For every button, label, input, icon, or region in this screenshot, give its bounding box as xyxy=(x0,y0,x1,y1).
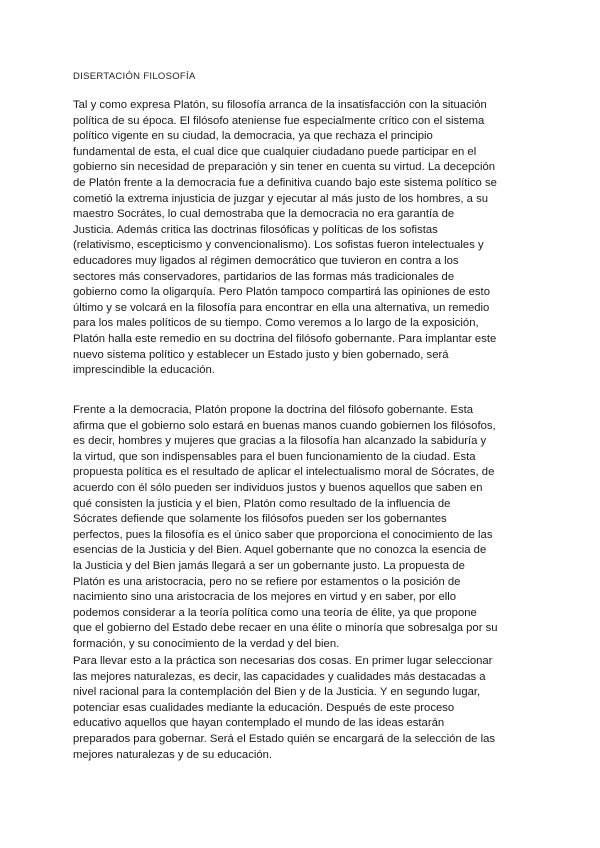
paragraph-line: potenciar esas cualidades mediante la educación. Después de este proceso xyxy=(73,701,455,714)
paragraph-line: nuevo sistema político y establecer un Estado justo y bien gobernado, será xyxy=(73,348,449,361)
paragraph-line: fundamental de esta, el cual dice que cualquier ciudadano puede participar en el xyxy=(73,145,477,158)
paragraph-line: que el gobierno del Estado debe recaer en una élite o minoría que sobresalga por su xyxy=(73,622,498,635)
paragraph-line: afirma que el gobierno solo estará en buenas manos cuando gobiernen los filósofos, xyxy=(73,419,496,432)
paragraph-line: nacimiento sino una aristocracia de los mejores en virtud y en saber, por ello xyxy=(73,591,457,604)
paragraph-line: Tal y como expresa Platón, su filosofía arranca de la insatisfacción con la situación xyxy=(73,99,487,111)
paragraph-2 xyxy=(73,403,533,653)
paragraph-line: perfectos, pues la filosofía es el único saber que proporciona el conocimiento de las xyxy=(73,528,493,541)
paragraph-line: (relativismo, escepticismo y convencionalismo). Los sofistas fueron intelectuales y xyxy=(73,239,484,252)
paragraph-line: educativo aquellos que hayan contemplado el mundo de las ideas estarán xyxy=(73,717,445,730)
paragraph-line: las mejores naturalezas, es decir, las capacidades y cualidades más destacadas a xyxy=(73,670,486,683)
paragraph-1 xyxy=(73,98,533,379)
paragraph-line: Para llevar esto a la práctica son necesarias dos cosas. En primer lugar seleccionar xyxy=(73,655,493,667)
paragraph-line: político vigente en su ciudad, la democracia, ya que rechaza el principio xyxy=(73,130,433,143)
paragraph-line: para los males políticos de su tiempo. Como veremos a lo largo de la exposición, xyxy=(73,317,479,330)
paragraph-line: imprescindible la educación. xyxy=(73,364,215,377)
paragraph-line: educadores muy ligados al régimen democrático que tuvieron en contra a los xyxy=(73,254,459,267)
paragraph-line: esencias de la Justicia y del Bien. Aquel gobernante que no conozca la esencia de xyxy=(73,544,487,557)
paragraph-line: gobierno sin necesidad de preparación y sin tener en cuenta su virtud. La decepción xyxy=(73,161,496,174)
paragraph-line: de Platón frente a la democracia fue a definitiva cuando bajo este sistema político se xyxy=(73,176,497,189)
paragraph-line: Platón halla este remedio en su doctrina del filósofo gobernante. Para implantar este xyxy=(73,332,497,345)
paragraph-line: política de su época. El filósofo ateniense fue especialmente crítico con el sistema xyxy=(73,114,485,127)
paragraph-line: último y se volcará en la filosofía para encontrar en ella una alternativa, un remedio xyxy=(73,301,490,314)
paragraph-line: sectores más conservadores, partidarios de las formas más tradicionales de xyxy=(73,270,455,283)
paragraph-line: mejores naturalezas y de su educación. xyxy=(73,748,273,761)
paragraph-line: Frente a la democracia, Platón propone la doctrina del filósofo gobernante. Esta xyxy=(73,404,474,416)
paragraph-line: Justicia. Además critica las doctrinas filosóficas y políticas de los sofistas xyxy=(73,223,438,236)
paragraph-line: maestro Socrátes, lo cual demostraba que la democracia no era garantía de xyxy=(73,208,455,221)
paragraph-line: gobierno como la oligarquía. Pero Platón tampoco compartirá las opiniones de esto xyxy=(73,286,490,299)
paragraph-line: es decir, hombres y mujeres que gracias a la filosofía han alcanzado la sabiduría y xyxy=(73,435,487,448)
paragraph-line: nivel racional para la contemplación del Bien y de la Justicia. Y en segundo lugar, xyxy=(73,686,481,699)
paragraph-line: cometió la extrema injusticia de juzgar y ejecutar al más justo de los hombres, a su xyxy=(73,192,489,205)
paragraph-line: podemos considerar a la teoría política como una teoría de élite, ya que propone xyxy=(73,606,477,619)
paragraph-line: acuerdo con él sólo pueden ser individuos justos y buenos aquellos que saben en xyxy=(73,481,483,494)
paragraph-line: la Justicia y del Bien jamás llegará a ser un gobernante justo. La propuesta de xyxy=(73,559,465,572)
paragraph-line: qué consisten la justicia y el bien, Platón como resultado de la influencia de xyxy=(73,497,451,510)
document-heading: DISERTACIÓN FILOSOFÍA xyxy=(73,71,196,82)
paragraph-line: Sócrates defiende que solamente los filósofos pueden ser los gobernantes xyxy=(73,513,447,526)
paragraph-3 xyxy=(73,654,533,763)
paragraph-line: la virtud, que son indispensables para el buen funcionamiento de la ciudad. Esta xyxy=(73,450,476,463)
paragraph-line: propuesta política es el resultado de aplicar el intelectualismo moral de Sócrates, de xyxy=(73,466,495,479)
paragraph-line: formación, y su conocimiento de la verdad y del bien. xyxy=(73,637,340,650)
paragraph-line: preparados para gobernar. Será el Estado quién se encargará de la selección de las xyxy=(73,732,496,745)
paragraph-line: Platón es una aristocracia, pero no se refiere por estamentos o la posición de xyxy=(73,575,461,588)
